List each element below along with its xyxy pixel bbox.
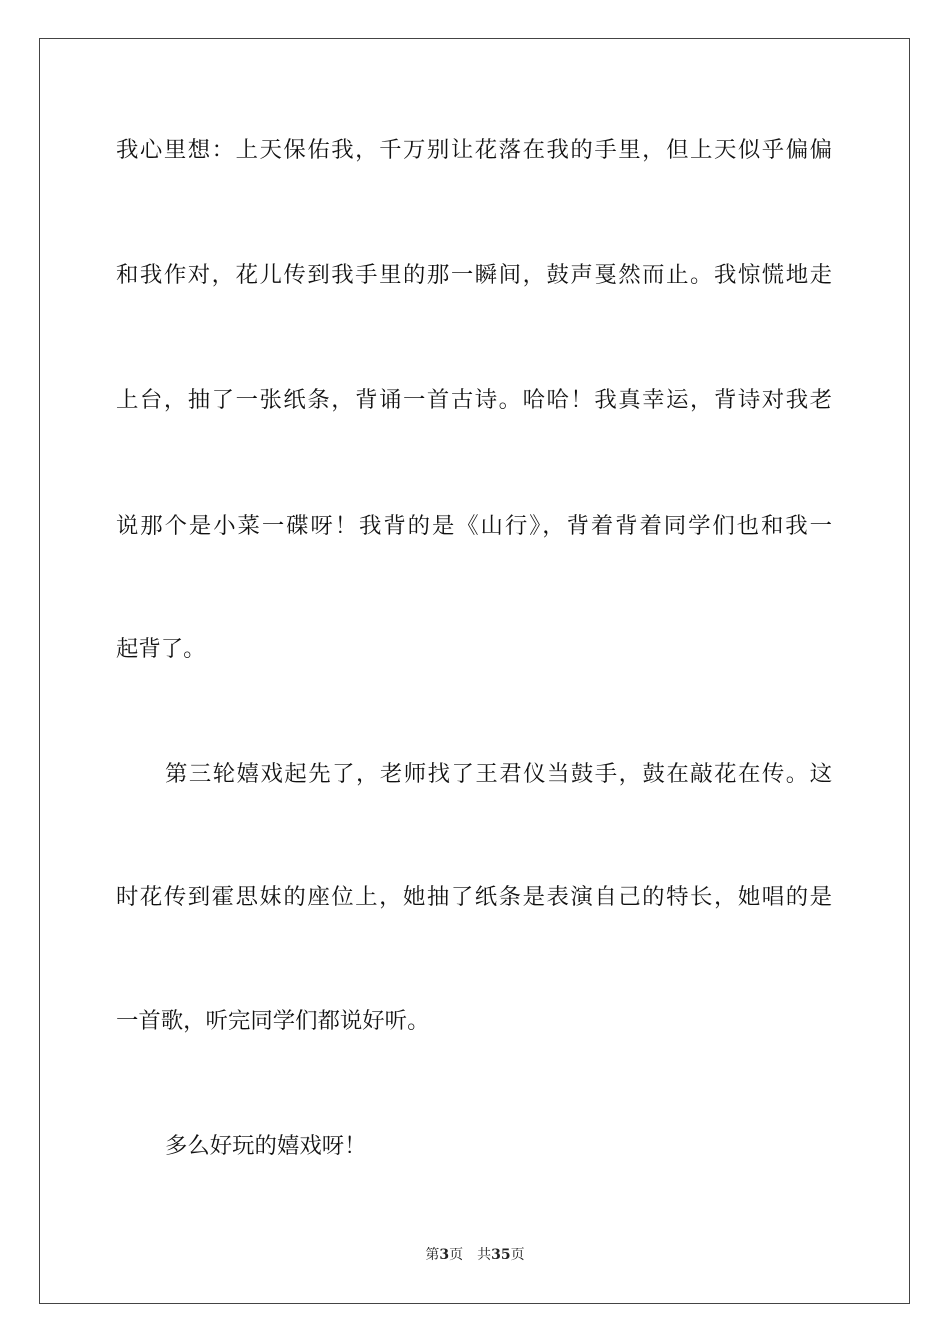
paragraph-line-6: 第三轮嬉戏起先了，老师找了王君仪当鼓手，鼓在敲花在传。这 [165, 761, 832, 787]
total-suffix: 页 [510, 1247, 525, 1263]
total-pages: 35 [491, 1247, 511, 1263]
total-prefix: 共 [477, 1247, 492, 1263]
paragraph-line-5: 起背了。 [116, 636, 206, 662]
paragraph-line-7: 时花传到霍思妺的座位上，她抽了纸条是表演自己的特长，她唱的是 [116, 884, 832, 910]
paragraph-line-8: 一首歌，听完同学们都说好听。 [116, 1008, 430, 1034]
paragraph-line-1: 我心里想：上天保佑我，千万别让花落在我的手里，但上天似乎偏偏 [116, 137, 832, 163]
paragraph-line-9: 多么好玩的嬉戏呀！ [165, 1133, 367, 1159]
page-border [39, 38, 910, 1304]
page-prefix: 第 [425, 1247, 440, 1263]
page-footer [0, 1245, 950, 1265]
page-number: 3 [439, 1247, 450, 1263]
paragraph-line-3: 上台，抽了一张纸条，背诵一首古诗。哈哈！我真幸运，背诗对我老 [116, 387, 832, 413]
page-suffix: 页 [449, 1247, 464, 1263]
paragraph-line-4: 说那个是小菜一碟呀！我背的是《山行》，背着背着同学们也和我一 [116, 513, 832, 539]
paragraph-line-2: 和我作对，花儿传到我手里的那一瞬间，鼓声戛然而止。我惊慌地走 [116, 262, 832, 288]
